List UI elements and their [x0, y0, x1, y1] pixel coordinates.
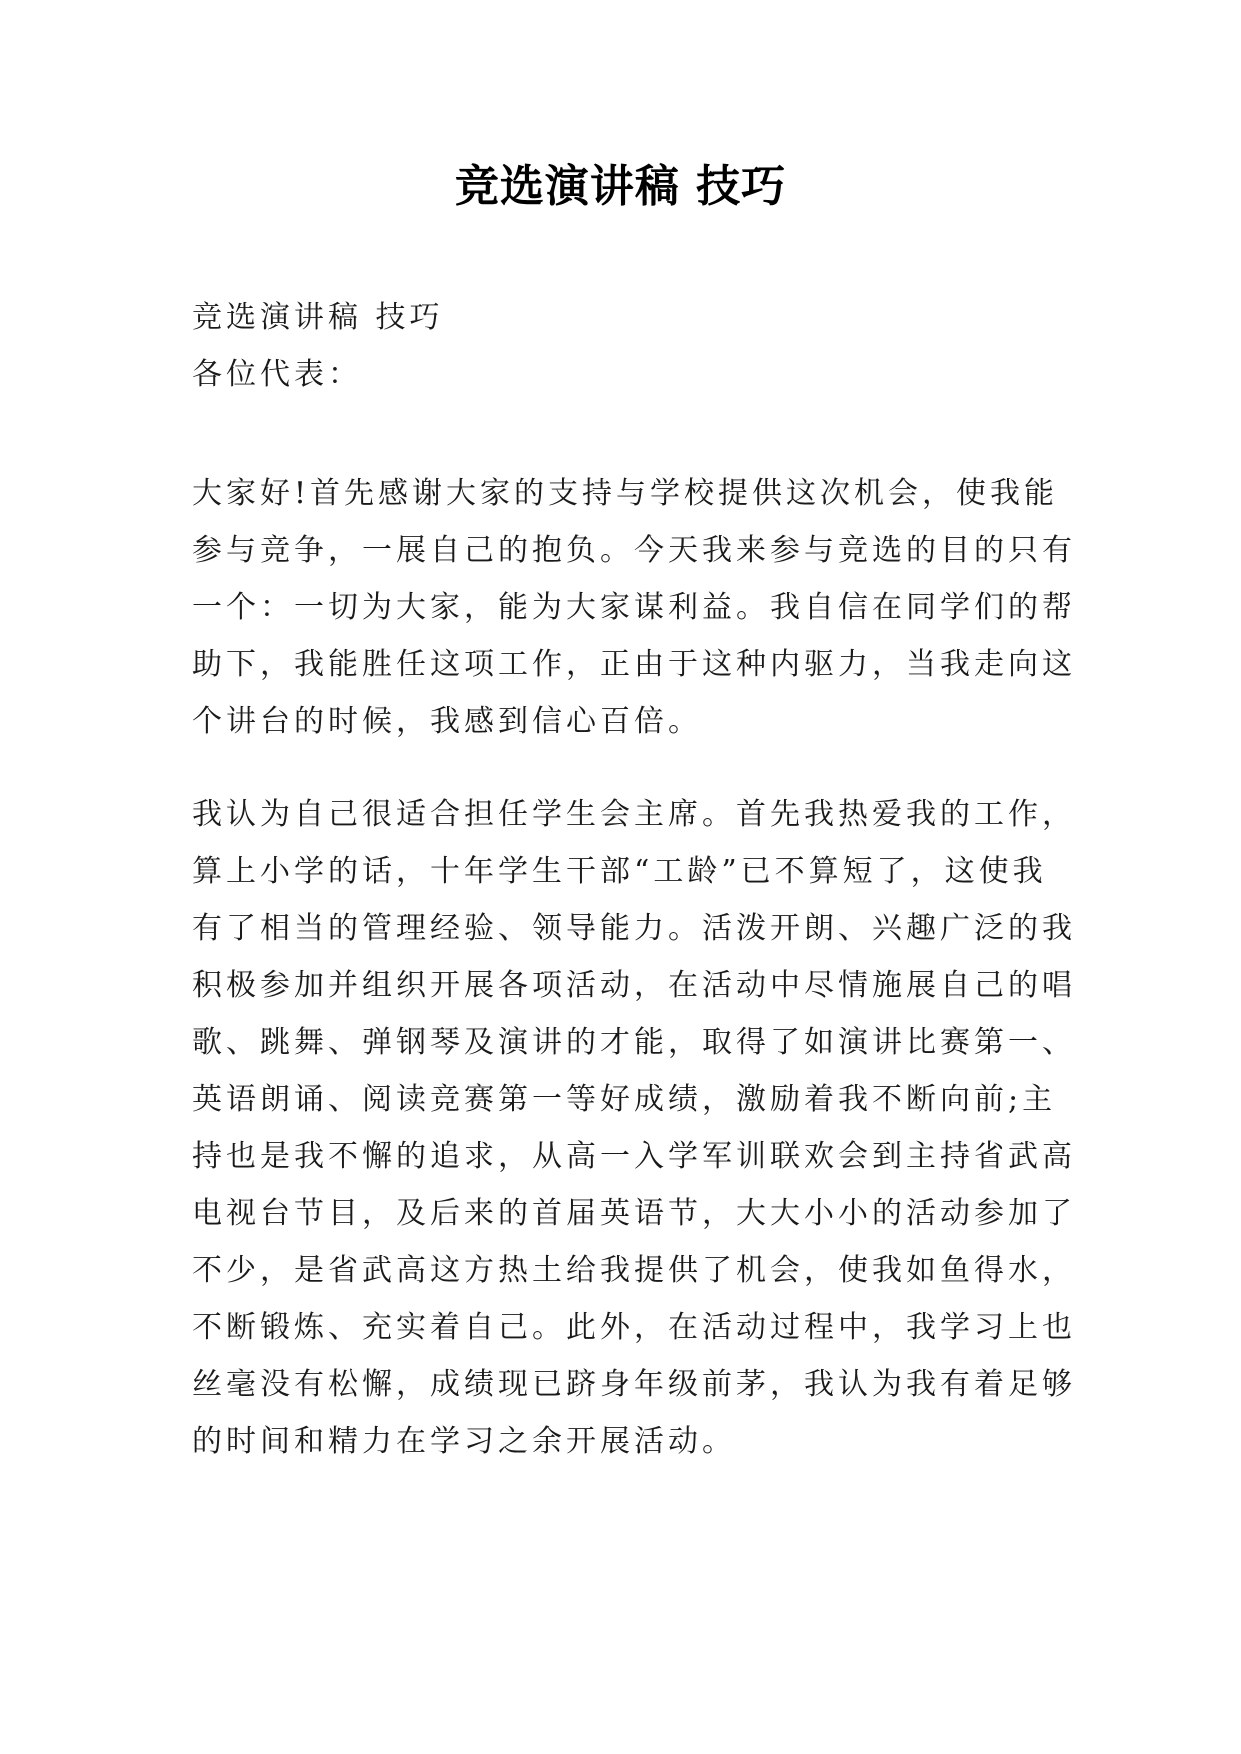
salutation-line: 各位代表：	[192, 357, 362, 392]
paragraph-line: 参与竞争，一展自己的抱负。今天我来参与竞选的目的只有	[192, 533, 1076, 568]
intro-block	[192, 289, 1052, 403]
paragraph-line: 大家好!首先感谢大家的支持与学校提供这次机会，使我能	[192, 476, 1059, 511]
paragraph-line: 有了相当的管理经验、领导能力。活泼开朗、兴趣广泛的我	[192, 911, 1076, 946]
paragraph-line: 一个：一切为大家，能为大家谋利益。我自信在同学们的帮	[192, 590, 1076, 625]
paragraph-line: 算上小学的话，十年学生干部“工龄”已不算短了，这使我	[192, 854, 1047, 889]
intro-line: 竞选演讲稿 技巧	[192, 300, 444, 335]
paragraph-line: 助下，我能胜任这项工作，正由于这种内驱力，当我走向这	[192, 647, 1076, 682]
paragraph-2	[192, 786, 1076, 1470]
paragraph-line: 持也是我不懈的追求，从高一入学军训联欢会到主持省武高	[192, 1139, 1076, 1174]
paragraph-line: 歌、跳舞、弹钢琴及演讲的才能，取得了如演讲比赛第一、	[192, 1025, 1076, 1060]
paragraph-line: 积极参加并组织开展各项活动，在活动中尽情施展自己的唱	[192, 968, 1076, 1003]
document-title: 竞选演讲稿 技巧	[454, 161, 787, 212]
paragraph-line: 我认为自己很适合担任学生会主席。首先我热爱我的工作，	[192, 797, 1076, 832]
paragraph-line: 不少，是省武高这方热土给我提供了机会，使我如鱼得水，	[192, 1253, 1076, 1288]
paragraph-line: 个讲台的时候，我感到信心百倍。	[192, 704, 702, 739]
paragraph-line: 英语朗诵、阅读竞赛第一等好成绩，激励着我不断向前;主	[192, 1082, 1057, 1117]
paragraph-1	[192, 465, 1076, 750]
paragraph-line: 不断锻炼、充实着自己。此外，在活动过程中，我学习上也	[192, 1310, 1076, 1345]
paragraph-line: 电视台节目，及后来的首届英语节，大大小小的活动参加了	[192, 1196, 1076, 1231]
paragraph-line: 丝毫没有松懈，成绩现已跻身年级前茅，我认为我有着足够	[192, 1367, 1076, 1402]
paragraph-line: 的时间和精力在学习之余开展活动。	[192, 1424, 736, 1459]
